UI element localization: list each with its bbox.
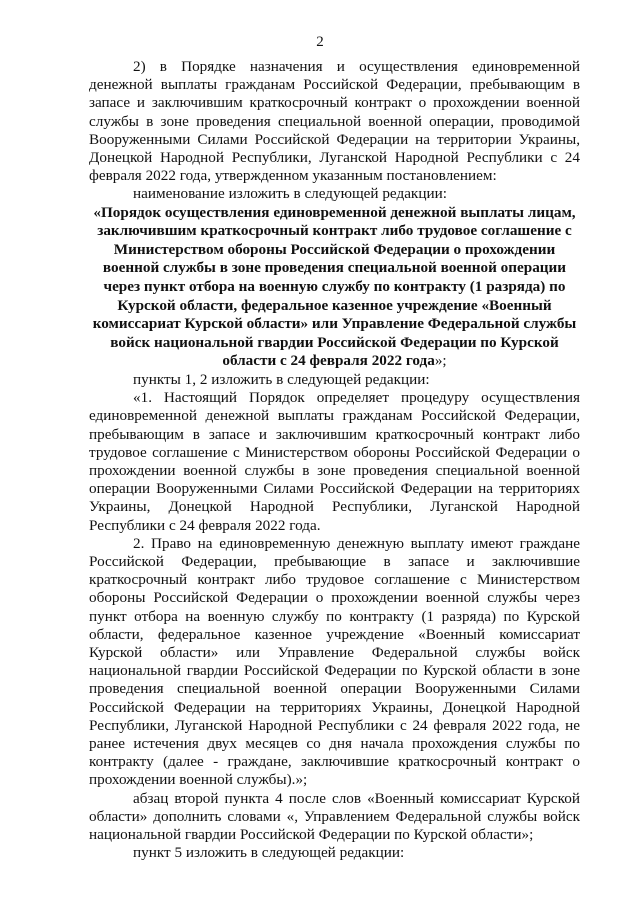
paragraph-point-1: «1. Настоящий Порядок определяет процедуру осуществления единовременной денежной выплаты гражданам Российской Федерации, пребывающим в запасе и заключившим краткосрочный контракт либо трудовое соглашение с Министерством обороны Российской Федерации о прохождении военной службы в зоне проведения специальной военной операции Вооруженными Силами Российской Федерации на территориях Украины, Донецкой Народной Республики, Луганской Народной Республики с 24 февраля 2022 года. bbox=[89, 389, 580, 534]
order-title-text: «Порядок осуществления единовременной денежной выплаты лицам, заключившим краткосрочный контракт либо трудовое соглашение с Министерством обороны Российской Федерации о прохождении военной службы в зоне проведения специальной военной операции через пункт отбора на военную службу по контракту (1 разряда) по Курской области, федеральное казенное учреждение «Военный комиссариат Курской области» или Управление Федеральной службы войск национальной гвардии Российской Федерации по Курской области с 24 февраля 2022 года bbox=[92, 203, 577, 370]
paragraph-amendment-2: 2) в Порядке назначения и осуществления единовременной денежной выплаты гражданам Российской Федерации, пребывающим в запасе и заключившим краткосрочный контракт о прохождении военной службы в зоне проведения специальной военной операции, проводимой Вооруженными Силами Российской Федерации на территории Украины, Донецкой Народной Республики, Луганской Народной Республики с 24 февраля 2022 года, утвержденном указанным постановлением: bbox=[89, 58, 580, 185]
paragraph-point-5: пункт 5 изложить в следующей редакции: bbox=[133, 844, 405, 862]
order-title bbox=[89, 204, 580, 371]
paragraph-point-4-addition: абзац второй пункта 4 после слов «Военный комиссариат Курской области» дополнить словами «, Управлением Федеральной службы войск национальной гвардии Российской Федерации по Курской области»; bbox=[89, 789, 580, 844]
page-number: 2 bbox=[316, 34, 324, 50]
paragraph-points-1-2: пункты 1, 2 изложить в следующей редакции: bbox=[133, 370, 430, 388]
document-body bbox=[89, 58, 580, 862]
paragraph-point-2: 2. Право на единовременную денежную выплату имеют граждане Российской Федерации, пребывающие в запасе и заключившие краткосрочный контракт либо трудовое соглашение с Министерством обороны Российской Федерации о прохождении военной службы через пункт отбора на военную службу по контракту (1 разряда) по Курской области, федеральное казенное учреждение «Военный комиссариат Курской области» или Управление Федеральной службы войск национальной гвардии Российской Федерации по Курской области в зоне проведения специальной военной операции Вооруженными Силами Российской Федерации на территориях Украины, Донецкой Народной Республики, Луганской Народной Республики с 24 февраля 2022 года, не ранее истечения двух месяцев со дня начала прохождения службы по контракту (далее - граждане, заключившие краткосрочный контракт о прохождении военной службы).»; bbox=[89, 534, 580, 789]
paragraph-name-change: наименование изложить в следующей редакции: bbox=[133, 185, 447, 203]
order-title-tail: »; bbox=[434, 352, 447, 370]
